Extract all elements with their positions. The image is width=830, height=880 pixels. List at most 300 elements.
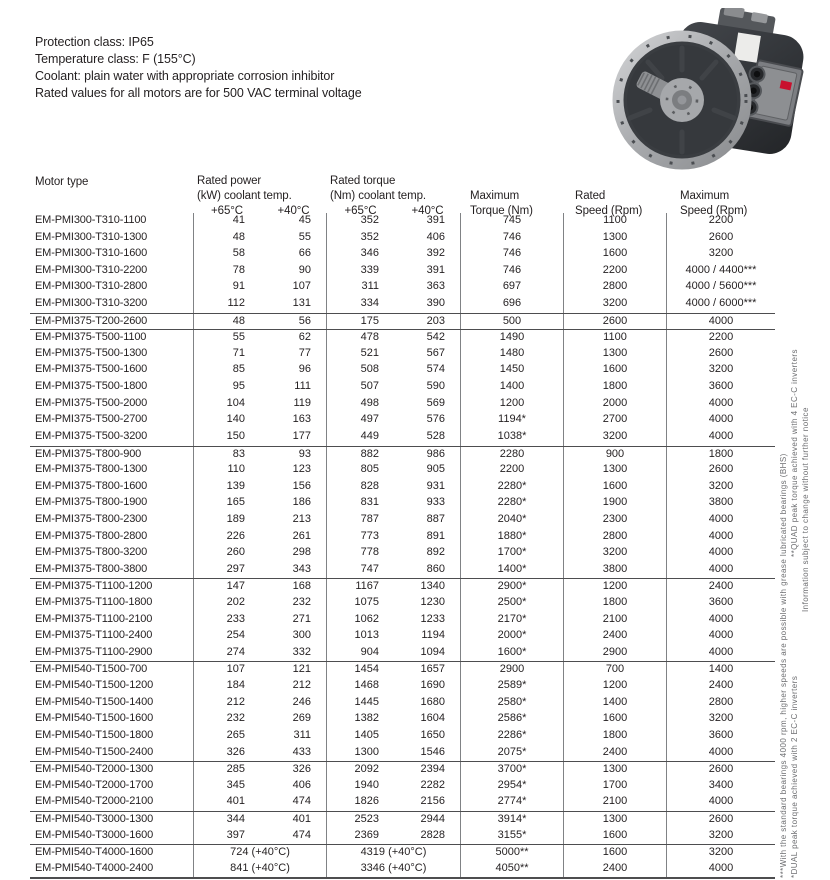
table-row [30,745,775,762]
table-row [30,844,775,861]
cell-rated-torque-40: 892 [394,545,461,562]
cell-rated-power-40: 433 [260,745,327,762]
cell-max-torque: 1880* [461,529,564,546]
cell-rated-speed: 1300 [564,346,667,363]
col-header-power-40: +40°C [277,205,310,217]
cell-rated-speed: 2800 [564,279,667,296]
cell-rated-speed: 2400 [564,861,667,878]
table-row [30,695,775,712]
cell-max-torque: 2280* [461,495,564,512]
cell-max-speed: 4000 [708,645,734,658]
cell-max-speed: 4000 [708,546,734,559]
footnote-dual-torque: *DUAL peak torque achieved with 2 EC-C inverters [790,675,799,878]
cell-rated-torque-40: 931 [394,479,461,496]
cell-max-torque: 1490 [461,330,564,346]
cell-rated-speed: 3200 [564,545,667,562]
cell-rated-power-65: 212 [226,695,245,708]
cell-rated-speed: 1200 [564,579,667,595]
col-header-max-torque-1: Maximum [470,190,520,202]
cell-rated-power-65: 112 [227,297,245,310]
cell-rated-torque-40: 1604 [394,711,461,728]
cell-rated-torque-65: 334 [360,297,379,310]
col-header-motor-type: Motor type [35,176,89,188]
cell-motor-type: EM-PMI375-T800-1900 [30,495,194,512]
cell-motor-type: EM-PMI540-T4000-1600 [30,845,194,861]
cell-rated-torque-40: 887 [394,512,461,529]
cell-rated-torque-40: 1094 [394,645,461,662]
cell-rated-speed: 2700 [564,412,667,429]
cell-motor-type: EM-PMI540-T3000-1300 [30,812,194,828]
cell-motor-type: EM-PMI540-T4000-2400 [30,861,194,878]
cell-rated-power-40: 406 [260,778,327,795]
cell-motor-type: EM-PMI375-T1100-1200 [30,579,194,595]
cell-rated-power-65: 254 [226,629,245,642]
cell-max-speed: 4000 / 6000*** [685,297,757,310]
cell-rated-torque-65: 747 [360,562,379,575]
cell-max-speed: 2600 [708,463,734,476]
cell-rated-power-65: 71 [232,346,245,359]
cell-max-torque: 2200 [461,462,564,479]
cell-max-torque: 746 [461,263,564,280]
cell-max-torque: 1480 [461,346,564,363]
cell-rated-torque-40: 390 [394,296,461,313]
cell-rated-speed: 2400 [564,628,667,645]
cell-rated-torque-40: 1657 [394,662,461,678]
cell-max-torque: 2954* [461,778,564,795]
table-row [30,329,775,346]
cell-rated-power-40: 168 [260,579,327,595]
cell-max-speed: 2600 [708,812,734,825]
cell-rated-power-65: 184 [226,679,245,692]
cell-rated-torque-40: 891 [394,529,461,546]
cell-rated-power-40: 77 [260,346,327,363]
table-row [30,495,775,512]
cell-rated-speed: 2100 [564,612,667,629]
cell-rated-torque-65: 828 [360,479,379,492]
cell-rated-power-65: 104 [226,396,245,409]
table-row [30,678,775,695]
cell-rated-torque-40: 2828 [394,828,461,845]
cell-rated-power-40: 212 [260,678,327,695]
col-header-max-torque-2: Torque (Nm) [470,205,533,217]
cell-rated-power-40: 119 [260,396,327,413]
cell-rated-power-65: 85 [232,363,245,376]
cell-rated-power-40: 62 [260,330,327,346]
cell-motor-type: EM-PMI540-T1500-2400 [30,745,194,762]
cell-rated-power-65: 401 [226,795,245,808]
cell-rated-torque-40: 576 [394,412,461,429]
col-header-max-speed-1: Maximum [680,190,730,202]
col-header-max-speed-2: Speed (Rpm) [680,205,748,217]
cell-motor-type: EM-PMI540-T2000-2100 [30,794,194,811]
cell-rated-torque-65: 352 [360,214,379,226]
cell-max-speed: 4000 / 5600*** [685,280,757,293]
cell-motor-type: EM-PMI540-T1500-1200 [30,678,194,695]
cell-rated-speed: 700 [564,662,667,678]
cell-max-speed: 4000 [708,429,734,442]
cell-rated-power-40: 56 [260,314,327,330]
cell-rated-power-40: 90 [260,263,327,280]
cell-max-torque: 1400 [461,379,564,396]
cell-rated-power-65: 265 [226,728,245,741]
cell-rated-power-65: 150 [226,429,245,442]
table-row [30,479,775,496]
cell-rated-power-65: 110 [227,463,245,476]
cell-rated-power-65: 41 [232,214,245,226]
cell-rated-power-40: 55 [260,230,327,247]
cell-rated-torque-65: 1468 [354,679,379,692]
table-row [30,296,775,313]
cell-rated-power-40: 311 [260,728,327,745]
cell-max-speed: 4000 [708,413,734,426]
cell-rated-torque-65: 1382 [354,712,379,725]
cell-rated-speed: 1600 [564,711,667,728]
cell-rated-power-65: 233 [226,612,245,625]
cell-rated-torque-65: 1454 [354,663,379,676]
cell-max-speed: 3400 [708,778,734,791]
table-row [30,661,775,678]
cell-max-speed: 4000 [708,745,734,758]
col-header-rated-speed-1: Rated [575,190,606,202]
cell-rated-power-40: 326 [260,762,327,778]
col-header-torque-sub: (Nm) coolant temp. [330,190,426,202]
cell-motor-type: EM-PMI300-T310-2200 [30,263,194,280]
cell-max-torque: 2000* [461,628,564,645]
cell-max-torque: 1450 [461,362,564,379]
cell-motor-type: EM-PMI300-T310-1300 [30,230,194,247]
cell-max-speed: 1800 [708,447,734,460]
cell-rated-power-65: 165 [226,496,245,509]
cell-max-torque: 2286* [461,728,564,745]
cell-motor-type: EM-PMI375-T500-1600 [30,362,194,379]
cell-max-torque: 2170* [461,612,564,629]
cell-rated-power-65: 140 [226,413,245,426]
cell-rated-power-65: 48 [232,230,245,243]
cell-motor-type: EM-PMI375-T500-1800 [30,379,194,396]
protection-class-line: Protection class: IP65 [35,35,154,49]
table-row [30,595,775,612]
cell-rated-speed: 1600 [564,828,667,845]
cell-motor-type: EM-PMI540-T1500-700 [30,662,194,678]
cell-max-speed: 4000 [708,612,734,625]
col-header-power-title: Rated power [197,175,262,187]
cell-motor-type: EM-PMI540-T2000-1300 [30,762,194,778]
table-row [30,628,775,645]
cell-max-torque: 2280* [461,479,564,496]
cell-rated-speed: 2000 [564,396,667,413]
cell-max-torque: 1600* [461,645,564,662]
cell-max-speed: 2600 [708,763,734,776]
cell-rated-torque-40: 567 [394,346,461,363]
cell-rated-power-40: 474 [260,794,327,811]
table-row [30,861,775,878]
motor-product-photo [600,8,818,170]
cell-rated-speed: 1800 [564,595,667,612]
cell-rated-power-65: 78 [232,263,245,276]
cell-rated-torque-65: 1075 [354,596,379,609]
cell-motor-type: EM-PMI375-T800-3200 [30,545,194,562]
cell-rated-torque-65: 1167 [355,580,379,593]
cell-rated-torque-65: 311 [361,280,379,293]
cell-rated-torque-40: 2944 [394,812,461,828]
cell-max-torque: 1194* [461,412,564,429]
cell-rated-power-40: 246 [260,695,327,712]
table-row [30,645,775,662]
cell-max-torque: 3700* [461,762,564,778]
cell-rated-speed: 3200 [564,296,667,313]
cell-max-torque: 1038* [461,429,564,446]
cell-max-torque: 1700* [461,545,564,562]
cell-rated-torque-65: 778 [360,546,379,559]
cell-rated-torque-merged: 3346 (+40°C) [327,861,461,878]
cell-motor-type: EM-PMI375-T1100-2400 [30,628,194,645]
cell-rated-power-65: 285 [226,763,245,776]
cell-rated-power-40: 156 [260,479,327,496]
cell-rated-torque-65: 805 [360,463,379,476]
cell-max-torque: 2900 [461,662,564,678]
cell-motor-type: EM-PMI300-T310-3200 [30,296,194,313]
table-row [30,213,775,230]
cell-rated-torque-40: 391 [394,263,461,280]
cell-rated-speed: 1300 [564,230,667,247]
cell-rated-torque-40: 1230 [394,595,461,612]
cell-rated-power-40: 186 [260,495,327,512]
cell-max-torque: 4050** [461,861,564,878]
cell-motor-type: EM-PMI540-T1500-1400 [30,695,194,712]
cell-max-torque: 746 [461,230,564,247]
cell-max-speed: 4000 [708,512,734,525]
cell-rated-power-65: 139 [226,479,245,492]
cell-rated-speed: 1300 [564,462,667,479]
cell-max-speed: 4000 [708,861,734,874]
cell-max-speed: 3600 [708,596,734,609]
table-row [30,562,775,579]
cell-rated-power-40: 163 [260,412,327,429]
cell-max-torque: 745 [461,213,564,230]
cell-rated-power-40: 45 [260,213,327,230]
cell-rated-power-65: 83 [232,447,245,460]
cell-rated-power-65: 274 [226,645,245,658]
cell-max-torque: 3155* [461,828,564,845]
cell-motor-type: EM-PMI300-T310-1100 [30,213,194,230]
cell-rated-torque-65: 1300 [354,745,379,758]
cell-rated-power-40: 96 [260,362,327,379]
table-row [30,612,775,629]
cell-rated-speed: 1700 [564,778,667,795]
cell-rated-speed: 2800 [564,529,667,546]
cell-max-speed: 3200 [708,712,734,725]
cell-rated-torque-65: 882 [360,447,379,460]
cell-motor-type: EM-PMI375-T800-900 [30,447,194,463]
cell-rated-power-65: 91 [232,280,245,293]
cell-rated-torque-65: 339 [360,263,379,276]
table-row [30,412,775,429]
cell-max-speed: 2800 [708,695,734,708]
cell-max-speed: 4000 [708,314,734,327]
cell-rated-torque-65: 1940 [354,778,379,791]
cell-rated-torque-40: 391 [394,213,461,230]
cell-rated-power-40: 213 [260,512,327,529]
cell-rated-torque-merged: 4319 (+40°C) [327,845,461,861]
cell-rated-speed: 2300 [564,512,667,529]
cell-rated-power-40: 401 [260,812,327,828]
table-row [30,379,775,396]
cell-rated-speed: 1400 [564,695,667,712]
table-row [30,279,775,296]
cell-motor-type: EM-PMI375-T800-2300 [30,512,194,529]
table-row [30,263,775,280]
cell-max-torque: 2040* [461,512,564,529]
cell-motor-type: EM-PMI375-T800-2800 [30,529,194,546]
cell-rated-torque-40: 590 [394,379,461,396]
table-row [30,578,775,595]
cell-rated-power-40: 177 [260,429,327,446]
cell-motor-type: EM-PMI300-T310-1600 [30,246,194,263]
cell-rated-torque-65: 2523 [354,812,379,825]
cell-rated-torque-40: 569 [394,396,461,413]
cell-rated-torque-65: 478 [360,331,379,344]
cell-rated-torque-65: 175 [360,314,379,327]
cell-rated-speed: 1200 [564,678,667,695]
cell-max-speed: 4000 [708,629,734,642]
cell-rated-speed: 900 [564,447,667,463]
cell-rated-power-40: 332 [260,645,327,662]
motor-spec-table [30,213,775,879]
table-row [30,512,775,529]
cell-rated-torque-40: 1194 [394,628,461,645]
cell-rated-torque-40: 574 [394,362,461,379]
cell-rated-power-40: 269 [260,711,327,728]
cell-max-speed: 3200 [708,828,734,841]
cell-rated-torque-65: 498 [360,396,379,409]
cell-motor-type: EM-PMI375-T800-3800 [30,562,194,579]
cell-rated-torque-65: 521 [360,346,379,359]
cell-rated-speed: 2600 [564,314,667,330]
rated-values-line: Rated values for all motors are for 500 VAC terminal voltage [35,86,362,100]
cell-max-speed: 2200 [708,331,734,344]
cell-max-torque: 2589* [461,678,564,695]
col-header-torque-title: Rated torque [330,175,396,187]
cell-motor-type: EM-PMI375-T800-1600 [30,479,194,496]
cell-rated-torque-65: 507 [360,380,379,393]
cell-rated-torque-40: 1233 [394,612,461,629]
cell-rated-torque-65: 449 [360,429,379,442]
cell-max-torque: 2900* [461,579,564,595]
cell-rated-power-40: 271 [260,612,327,629]
footnote-subject-to-change: Information subject to change without further notice [801,407,810,612]
cell-rated-power-65: 55 [232,331,245,344]
cell-rated-torque-40: 2394 [394,762,461,778]
cell-max-speed: 4000 [708,795,734,808]
cell-rated-speed: 2200 [564,263,667,280]
cell-rated-speed: 1600 [564,246,667,263]
cell-rated-power-65: 95 [232,380,245,393]
cell-max-speed: 3800 [708,496,734,509]
cell-rated-torque-65: 773 [360,529,379,542]
cell-max-torque: 2075* [461,745,564,762]
cell-rated-torque-40: 1680 [394,695,461,712]
cell-rated-power-40: 298 [260,545,327,562]
cell-max-speed: 2400 [708,679,734,692]
cell-rated-speed: 1800 [564,728,667,745]
cell-rated-torque-65: 904 [360,645,379,658]
cell-rated-torque-40: 933 [394,495,461,512]
cell-rated-torque-65: 352 [360,230,379,243]
cell-max-torque: 2580* [461,695,564,712]
cell-max-torque: 2280 [461,447,564,463]
cell-max-torque: 2586* [461,711,564,728]
cell-rated-power-65: 297 [226,562,245,575]
cell-rated-power-40: 474 [260,828,327,845]
cell-motor-type: EM-PMI375-T200-2600 [30,314,194,330]
cell-rated-torque-40: 406 [394,230,461,247]
col-header-power-sub: (kW) coolant temp. [197,190,292,202]
cell-rated-power-40: 343 [260,562,327,579]
cell-rated-torque-40: 905 [394,462,461,479]
cell-max-speed: 2200 [708,214,734,226]
cell-rated-speed: 1800 [564,379,667,396]
cell-rated-speed: 3800 [564,562,667,579]
cell-max-torque: 2500* [461,595,564,612]
cell-rated-power-65: 260 [226,546,245,559]
cell-rated-speed: 2100 [564,794,667,811]
cell-rated-torque-65: 1013 [354,629,379,642]
cell-rated-power-65: 226 [226,529,245,542]
cell-rated-speed: 1300 [564,762,667,778]
footnote-quad-torque: **QUAD peak torque achieved with 4 EC-C inverters [790,349,799,557]
cell-rated-torque-65: 508 [360,363,379,376]
cell-rated-torque-65: 831 [360,496,379,509]
cell-max-speed: 4000 / 4400*** [685,263,757,276]
cell-motor-type: EM-PMI375-T1100-2100 [30,612,194,629]
cell-rated-torque-40: 392 [394,246,461,263]
table-row [30,794,775,811]
cell-rated-speed: 2400 [564,745,667,762]
col-header-torque-65: +65°C [344,205,377,217]
cell-max-speed: 3200 [708,846,734,859]
table-row [30,362,775,379]
cell-motor-type: EM-PMI540-T1500-1800 [30,728,194,745]
cell-rated-power-65: 189 [226,512,245,525]
cell-motor-type: EM-PMI375-T500-1100 [30,330,194,346]
cell-rated-power-65: 326 [226,745,245,758]
col-header-power-65: +65°C [211,205,243,217]
cell-rated-torque-40: 860 [394,562,461,579]
cell-rated-torque-65: 2092 [354,763,379,776]
cell-max-torque: 5000** [461,845,564,861]
cell-rated-torque-65: 1826 [354,795,379,808]
table-row [30,230,775,247]
cell-rated-torque-65: 2369 [354,828,379,841]
table-row [30,711,775,728]
cell-rated-power-40: 121 [260,662,327,678]
cell-max-speed: 2600 [708,230,734,243]
cell-rated-power-merged: 724 (+40°C) [194,845,327,861]
cell-rated-torque-65: 346 [360,247,379,260]
cell-rated-torque-40: 528 [394,429,461,446]
cell-rated-power-65: 48 [232,314,245,327]
cell-rated-speed: 1100 [564,213,667,230]
temperature-class-line: Temperature class: F (155°C) [35,52,196,66]
cell-rated-power-65: 232 [226,712,245,725]
cell-rated-torque-40: 1340 [394,579,461,595]
cell-rated-power-40: 66 [260,246,327,263]
cell-motor-type: EM-PMI540-T2000-1700 [30,778,194,795]
cell-rated-torque-40: 986 [394,447,461,463]
cell-rated-power-65: 58 [232,247,245,260]
cell-rated-speed: 1600 [564,479,667,496]
cell-rated-speed: 1900 [564,495,667,512]
